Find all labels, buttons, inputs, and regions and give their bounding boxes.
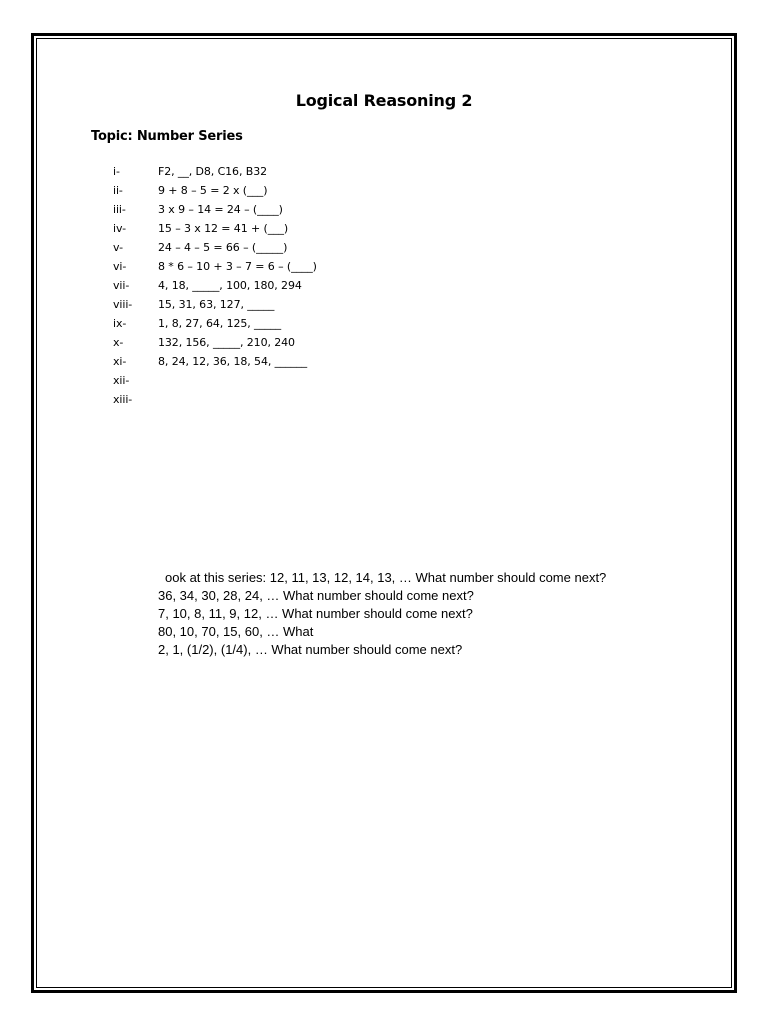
list-item-text: 9 + 8 – 5 = 2 x (___) <box>158 184 268 197</box>
list-item <box>113 238 317 257</box>
list-item-text: 3 x 9 – 14 = 24 – (____) <box>158 203 283 216</box>
question-line: 2, 1, (1/2), (1/4), … What number should come next? <box>158 642 463 657</box>
question-block <box>158 569 606 659</box>
question-line: ook at this series: 12, 11, 13, 12, 14, 13, … What number should come next? <box>165 570 607 585</box>
document-title: Logical Reasoning 2 <box>295 91 473 110</box>
list-item-number: x- <box>113 336 124 349</box>
list-item-number: vi- <box>113 260 127 273</box>
list-item <box>113 371 317 390</box>
list-item-number: v- <box>113 241 123 254</box>
list-item-text: 24 – 4 – 5 = 66 – (_____) <box>158 241 288 254</box>
list-item-number: xii- <box>113 374 130 387</box>
list-item-text: 132, 156, _____, 210, 240 <box>158 336 295 349</box>
list-item <box>113 200 317 219</box>
list-item <box>113 314 317 333</box>
list-item <box>113 333 317 352</box>
question-line: 80, 10, 70, 15, 60, … What <box>158 624 314 639</box>
question-line: 7, 10, 8, 11, 9, 12, … What number should come next? <box>158 606 473 621</box>
list-item-text: 15, 31, 63, 127, _____ <box>158 298 275 311</box>
list-item-text: 15 – 3 x 12 = 41 + (___) <box>158 222 289 235</box>
number-series-list <box>113 162 317 409</box>
list-item-text: 8, 24, 12, 36, 18, 54, ______ <box>158 355 308 368</box>
list-item-number: iii- <box>113 203 126 216</box>
list-item <box>113 390 317 409</box>
list-item <box>113 352 317 371</box>
list-item-number: ix- <box>113 317 127 330</box>
list-item-text: 1, 8, 27, 64, 125, _____ <box>158 317 282 330</box>
list-item-text: F2, __, D8, C16, B32 <box>158 165 267 178</box>
list-item-text: 8 * 6 – 10 + 3 – 7 = 6 – (____) <box>158 260 317 273</box>
list-item-number: viii- <box>113 298 133 311</box>
list-item-number: iv- <box>113 222 126 235</box>
list-item-number: i- <box>113 165 120 178</box>
list-item-number: xi- <box>113 355 127 368</box>
list-item-text: 4, 18, _____, 100, 180, 294 <box>158 279 302 292</box>
list-item <box>113 181 317 200</box>
list-item <box>113 219 317 238</box>
list-item <box>113 295 317 314</box>
list-item <box>113 162 317 181</box>
list-item-number: ii- <box>113 184 123 197</box>
list-item <box>113 276 317 295</box>
list-item-number: vii- <box>113 279 130 292</box>
list-item-number: xiii- <box>113 393 133 406</box>
question-line: 36, 34, 30, 28, 24, … What number should come next? <box>158 588 474 603</box>
topic-heading: Topic: Number Series <box>91 129 243 144</box>
list-item <box>113 257 317 276</box>
